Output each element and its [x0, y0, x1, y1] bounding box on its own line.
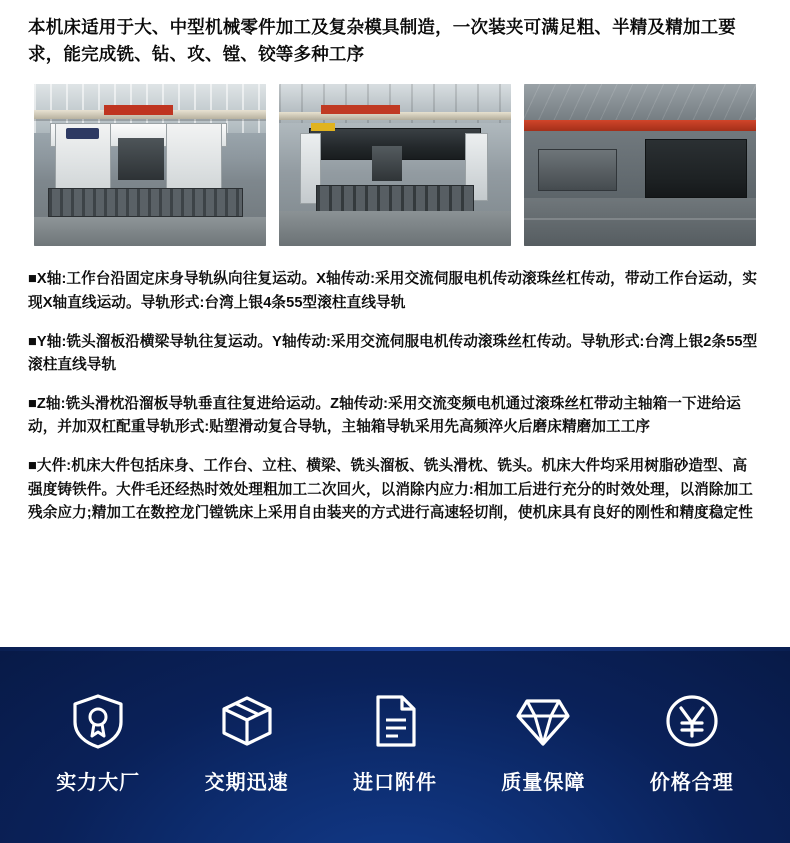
- product-photo-gantry-front: [34, 84, 266, 246]
- photo-floor: [279, 211, 511, 247]
- feature-reasonable-price: [628, 690, 756, 795]
- box-package-icon: [216, 690, 278, 752]
- selling-point-band: [0, 647, 790, 843]
- yuan-currency-icon: [661, 690, 723, 752]
- photo-worktable: [316, 185, 474, 213]
- feature-imported-parts: [331, 690, 459, 795]
- photo-crane-red: [104, 105, 174, 115]
- photo-warning-panel: [311, 123, 334, 131]
- photo-spindle-head: [118, 138, 164, 180]
- feature-label: 进口附件: [352, 771, 437, 794]
- page-title: 本机床适用于大、中型机械零件加工及复杂模具制造，一次装夹可满足粗、半精及精加工要求，能完成铣、钻、攻、镗、铰等多种工序: [28, 17, 736, 65]
- photo-crane-red: [524, 120, 756, 131]
- spec-paragraph-y-axis: ■Y轴:铣头溜板沿横梁导轨往复运动。Y轴传动:采用交流伺服电机传动滚珠丝杠传动。导轨形式:台湾上银2条55型滚柱直线导轨: [28, 333, 758, 374]
- product-image-gallery: [0, 84, 790, 246]
- feature-label: 交期迅速: [204, 771, 289, 794]
- spec-paragraph-x-axis: ■X轴:工作台沿固定床身导轨纵向往复运动。X轴传动:采用交流伺服电机传动滚珠丝杠传动，带动工作台运动，实现X轴直线运动。导轨形式:台湾上银4条55型滚柱直线导轨: [28, 271, 758, 311]
- photo-machine-secondary: [538, 149, 617, 191]
- photo-spindle-head: [372, 146, 402, 182]
- photo-worktable: [48, 188, 243, 217]
- product-photo-workshop-overview: [524, 84, 756, 246]
- photo-crane-red: [321, 105, 400, 114]
- photo-floor-marking: [524, 218, 756, 220]
- spec-paragraph-castings: ■大件:机床大件包括床身、工作台、立柱、横梁、铣头溜板、铣头滑枕、铣头。机床大件均采用树脂砂造型、高强度铸铁件。大件毛还经热时效处理粗加工二次回火，以消除内应力:相加工后进行充分的时效处理，以消除加工残余应力;精加工在数控龙门镗铣床上采用自由装夹的方式进行高速轻切削，使机床具有良好的刚性和精度稳定性: [28, 458, 753, 522]
- feature-label: 实力大厂: [56, 771, 141, 794]
- feature-quality-guarantee: [479, 690, 607, 795]
- spec-paragraph-z-axis: ■Z轴:铣头滑枕沿溜板导轨垂直往复进给运动。Z轴传动:采用交流变频电机通过滚珠丝杠带动主轴箱一下进给运动，并加双杠配重导轨形式:贴塑滑动复合导轨，主轴箱导轨采用先高频淬火后磨床精磨加工工序: [28, 395, 741, 436]
- feature-label: 价格合理: [649, 771, 734, 794]
- specification-list: [0, 246, 790, 526]
- shield-badge-icon: [67, 690, 129, 752]
- photo-floor: [524, 198, 756, 247]
- diamond-quality-icon: [512, 690, 574, 752]
- feature-label: 质量保障: [501, 771, 586, 794]
- photo-floor: [34, 217, 266, 246]
- feature-strong-factory: [34, 690, 162, 795]
- photo-machine-dark: [645, 139, 747, 197]
- product-photo-worktable-view: [279, 84, 511, 246]
- photo-brand-plate: [66, 128, 98, 139]
- feature-fast-delivery: [183, 690, 311, 795]
- document-list-icon: [364, 690, 426, 752]
